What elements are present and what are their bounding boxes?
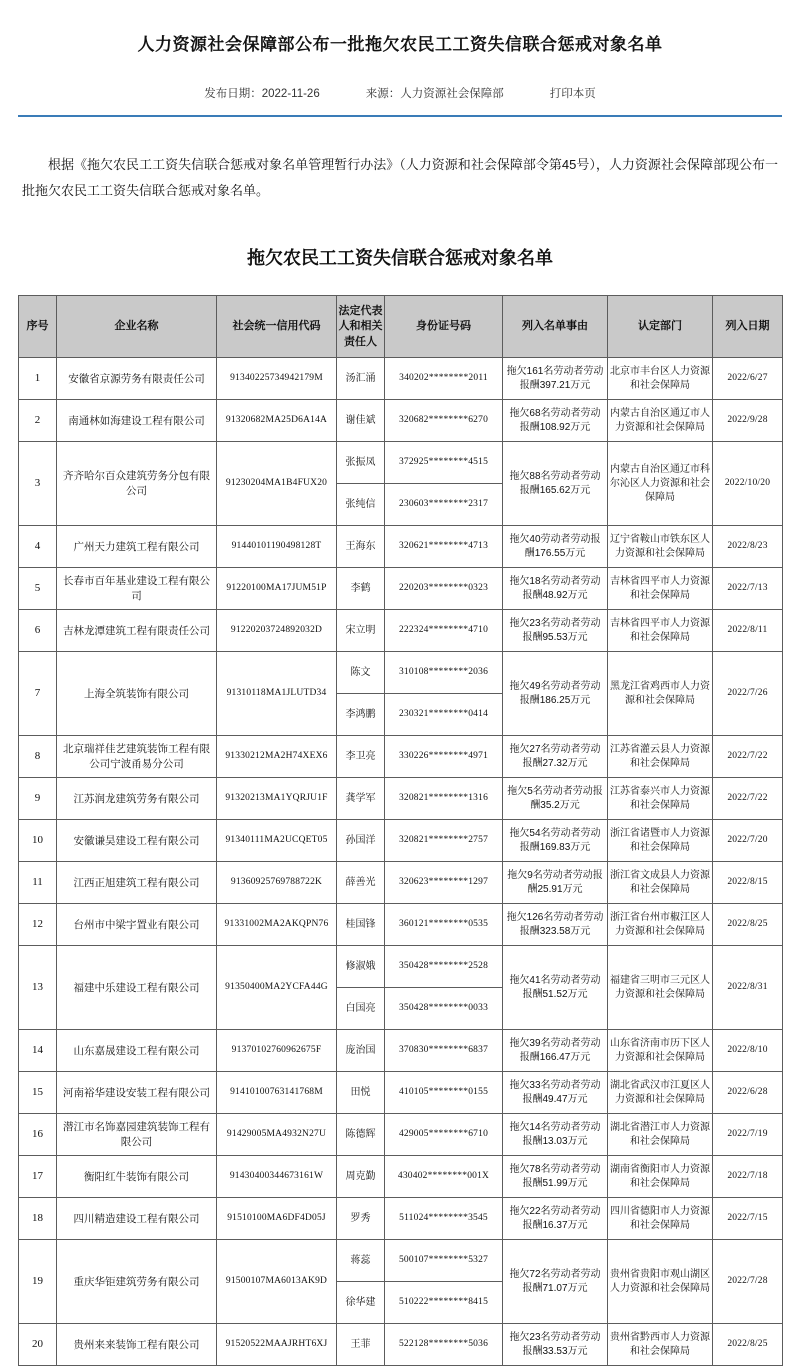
- cell-index: 1: [19, 358, 57, 400]
- table-row: [19, 904, 783, 946]
- cell-reason: 拖欠23名劳动者劳动报酬33.53万元: [503, 1324, 608, 1366]
- cell-index: 15: [19, 1072, 57, 1114]
- cell-id-number: 320682********6270: [385, 400, 503, 442]
- cell-department: 山东省济南市历下区人力资源和社会保障局: [608, 1030, 713, 1072]
- cell-credit-code: 91330212MA2H74XEX6: [217, 736, 337, 778]
- cell-reason: 拖欠68名劳动者劳动报酬108.92万元: [503, 400, 608, 442]
- cell-date: 2022/7/15: [713, 1198, 783, 1240]
- column-header-reason: 列入名单事由: [503, 296, 608, 358]
- cell-company: 安徽省京源劳务有限责任公司: [57, 358, 217, 400]
- table-row: [19, 442, 783, 484]
- cell-credit-code: 91440101190498128T: [217, 526, 337, 568]
- cell-company: 北京瑞祥佳艺建筑装饰工程有限公司宁波甬易分公司: [57, 736, 217, 778]
- cell-id-number: 360121********0535: [385, 904, 503, 946]
- table-row: [19, 610, 783, 652]
- cell-credit-code: 91340225734942179M: [217, 358, 337, 400]
- cell-credit-code: 91320682MA25D6A14A: [217, 400, 337, 442]
- cell-index: 16: [19, 1114, 57, 1156]
- cell-id-number: 500107********5327: [385, 1240, 503, 1282]
- cell-id-number: 320821********1316: [385, 778, 503, 820]
- document-meta-bar: [18, 69, 782, 101]
- cell-department: 吉林省四平市人力资源和社会保障局: [608, 610, 713, 652]
- table-row: [19, 1030, 783, 1072]
- cell-id-number: 230321********0414: [385, 694, 503, 736]
- cell-date: 2022/7/19: [713, 1114, 783, 1156]
- cell-date: 2022/7/22: [713, 736, 783, 778]
- cell-representative: 周克勤: [337, 1156, 385, 1198]
- table-row: [19, 1240, 783, 1282]
- cell-index: 5: [19, 568, 57, 610]
- cell-id-number: 230603********2317: [385, 484, 503, 526]
- document-page: [0, 11, 800, 1366]
- cell-date: 2022/8/31: [713, 946, 783, 1030]
- table-row: [19, 358, 783, 400]
- cell-index: 18: [19, 1198, 57, 1240]
- cell-department: 北京市丰台区人力资源和社会保障局: [608, 358, 713, 400]
- cell-company: 江苏润龙建筑劳务有限公司: [57, 778, 217, 820]
- table-row: [19, 1072, 783, 1114]
- cell-department: 江苏省泰兴市人力资源和社会保障局: [608, 778, 713, 820]
- cell-department: 吉林省四平市人力资源和社会保障局: [608, 568, 713, 610]
- cell-department: 辽宁省鞍山市铁东区人力资源和社会保障局: [608, 526, 713, 568]
- cell-representative: 徐华建: [337, 1282, 385, 1324]
- cell-reason: 拖欠23名劳动者劳动报酬95.53万元: [503, 610, 608, 652]
- print-page-link[interactable]: 打印本页: [549, 87, 596, 100]
- cell-company: 广州天力建筑工程有限公司: [57, 526, 217, 568]
- cell-representative: 李卫亮: [337, 736, 385, 778]
- cell-credit-code: 91370102760962675F: [217, 1030, 337, 1072]
- cell-id-number: 350428********2528: [385, 946, 503, 988]
- cell-reason: 拖欠72名劳动者劳动报酬71.07万元: [503, 1240, 608, 1324]
- cell-credit-code: 91320213MA1YQRJU1F: [217, 778, 337, 820]
- cell-department: 湖南省衡阳市人力资源和社会保障局: [608, 1156, 713, 1198]
- cell-credit-code: 91220203724892032D: [217, 610, 337, 652]
- cell-department: 江苏省灌云县人力资源和社会保障局: [608, 736, 713, 778]
- cell-reason: 拖欠27名劳动者劳动报酬27.32万元: [503, 736, 608, 778]
- cell-company: 台州市中梁宇置业有限公司: [57, 904, 217, 946]
- cell-id-number: 340202********2011: [385, 358, 503, 400]
- cell-id-number: 310108********2036: [385, 652, 503, 694]
- cell-date: 2022/8/10: [713, 1030, 783, 1072]
- cell-index: 10: [19, 820, 57, 862]
- cell-index: 12: [19, 904, 57, 946]
- cell-representative: 李鹤: [337, 568, 385, 610]
- cell-reason: 拖欠41名劳动者劳动报酬51.52万元: [503, 946, 608, 1030]
- cell-credit-code: 91230204MA1B4FUX20: [217, 442, 337, 526]
- cell-credit-code: 91350400MA2YCFA44G: [217, 946, 337, 1030]
- cell-credit-code: 91520522MAAJRHT6XJ: [217, 1324, 337, 1366]
- table-row: [19, 526, 783, 568]
- cell-index: 4: [19, 526, 57, 568]
- cell-company: 衡阳红牛装饰有限公司: [57, 1156, 217, 1198]
- cell-company: 河南裕华建设安装工程有限公司: [57, 1072, 217, 1114]
- cell-date: 2022/8/25: [713, 1324, 783, 1366]
- cell-representative: 张纯信: [337, 484, 385, 526]
- cell-representative: 王海东: [337, 526, 385, 568]
- table-row: [19, 778, 783, 820]
- cell-department: 贵州省贵阳市观山湖区人力资源和社会保障局: [608, 1240, 713, 1324]
- cell-id-number: 370830********6837: [385, 1030, 503, 1072]
- cell-department: 贵州省黔西市人力资源和社会保障局: [608, 1324, 713, 1366]
- cell-representative: 张振凤: [337, 442, 385, 484]
- cell-reason: 拖欠54名劳动者劳动报酬169.83万元: [503, 820, 608, 862]
- column-header-id-number: 身份证号码: [385, 296, 503, 358]
- cell-reason: 拖欠22名劳动者劳动报酬16.37万元: [503, 1198, 608, 1240]
- cell-company: 潜江市名饰嘉园建筑装饰工程有限公司: [57, 1114, 217, 1156]
- cell-department: 湖北省武汉市江夏区人力资源和社会保障局: [608, 1072, 713, 1114]
- cell-date: 2022/8/15: [713, 862, 783, 904]
- cell-department: 浙江省文成县人力资源和社会保障局: [608, 862, 713, 904]
- table-row: [19, 652, 783, 694]
- table-row: [19, 946, 783, 988]
- cell-representative: 庞治国: [337, 1030, 385, 1072]
- cell-reason: 拖欠49名劳动者劳动报酬186.25万元: [503, 652, 608, 736]
- table-row: [19, 736, 783, 778]
- cell-representative: 汤汇涌: [337, 358, 385, 400]
- cell-reason: 拖欠18名劳动者劳动报酬48.92万元: [503, 568, 608, 610]
- cell-index: 20: [19, 1324, 57, 1366]
- cell-company: 吉林龙潭建筑工程有限责任公司: [57, 610, 217, 652]
- cell-credit-code: 91331002MA2AKQPN76: [217, 904, 337, 946]
- cell-company: 重庆华钜建筑劳务有限公司: [57, 1240, 217, 1324]
- cell-representative: 龚学军: [337, 778, 385, 820]
- cell-department: 内蒙古自治区通辽市人力资源和社会保障局: [608, 400, 713, 442]
- table-body: [19, 358, 783, 1366]
- cell-date: 2022/7/28: [713, 1240, 783, 1324]
- cell-credit-code: 91429005MA4932N27U: [217, 1114, 337, 1156]
- publish-date: 发布日期：2022-11-26: [204, 87, 320, 100]
- column-header-index: 序号: [19, 296, 57, 358]
- cell-representative: 田悦: [337, 1072, 385, 1114]
- table-row: [19, 568, 783, 610]
- cell-representative: 蒋蕊: [337, 1240, 385, 1282]
- cell-representative: 李鸿鹏: [337, 694, 385, 736]
- cell-company: 南通林如海建设工程有限公司: [57, 400, 217, 442]
- cell-department: 内蒙古自治区通辽市科尔沁区人力资源和社会保障局: [608, 442, 713, 526]
- cell-company: 安徽谦昊建设工程有限公司: [57, 820, 217, 862]
- cell-reason: 拖欠9名劳动者劳动报酬25.91万元: [503, 862, 608, 904]
- cell-reason: 拖欠40劳动者劳动报酬176.55万元: [503, 526, 608, 568]
- cell-reason: 拖欠161名劳动者劳动报酬397.21万元: [503, 358, 608, 400]
- header-divider: [18, 115, 782, 117]
- cell-index: 17: [19, 1156, 57, 1198]
- cell-representative: 谢佳斌: [337, 400, 385, 442]
- cell-date: 2022/7/22: [713, 778, 783, 820]
- cell-index: 13: [19, 946, 57, 1030]
- cell-department: 四川省德阳市人力资源和社会保障局: [608, 1198, 713, 1240]
- cell-id-number: 320821********2757: [385, 820, 503, 862]
- cell-date: 2022/7/13: [713, 568, 783, 610]
- blacklist-table: [18, 295, 783, 1366]
- column-header-date: 列入日期: [713, 296, 783, 358]
- column-header-representative: 法定代表人和相关责任人: [337, 296, 385, 358]
- table-row: [19, 1324, 783, 1366]
- intro-paragraph: 根据《拖欠农民工工资失信联合惩戒对象名单管理暂行办法》（人力资源和社会保障部令第45号），人力资源社会保障部现公布一批拖欠农民工工资失信联合惩戒对象名单。: [22, 156, 778, 198]
- cell-id-number: 372925********4515: [385, 442, 503, 484]
- cell-date: 2022/6/27: [713, 358, 783, 400]
- cell-id-number: 320621********4713: [385, 526, 503, 568]
- cell-company: 长春市百年基业建设工程有限公司: [57, 568, 217, 610]
- cell-representative: 宋立明: [337, 610, 385, 652]
- page-title: 人力资源社会保障部公布一批拖欠农民工工资失信联合惩戒对象名单: [137, 35, 663, 55]
- cell-date: 2022/8/23: [713, 526, 783, 568]
- cell-date: 2022/8/11: [713, 610, 783, 652]
- cell-index: 9: [19, 778, 57, 820]
- cell-credit-code: 91340111MA2UCQET05: [217, 820, 337, 862]
- cell-id-number: 220203********0323: [385, 568, 503, 610]
- cell-id-number: 330226********4971: [385, 736, 503, 778]
- cell-company: 四川精造建设工程有限公司: [57, 1198, 217, 1240]
- cell-company: 贵州来来装饰工程有限公司: [57, 1324, 217, 1366]
- cell-id-number: 320623********1297: [385, 862, 503, 904]
- cell-index: 3: [19, 442, 57, 526]
- cell-reason: 拖欠126名劳动者劳动报酬323.58万元: [503, 904, 608, 946]
- table-row: [19, 1198, 783, 1240]
- cell-index: 11: [19, 862, 57, 904]
- cell-representative: 白国亮: [337, 988, 385, 1030]
- cell-reason: 拖欠14名劳动者劳动报酬13.03万元: [503, 1114, 608, 1156]
- cell-credit-code: 91410100763141768M: [217, 1072, 337, 1114]
- cell-representative: 罗秀: [337, 1198, 385, 1240]
- cell-id-number: 429005********6710: [385, 1114, 503, 1156]
- cell-id-number: 511024********3545: [385, 1198, 503, 1240]
- table-header-row: [19, 296, 783, 358]
- table-row: [19, 1114, 783, 1156]
- cell-index: 2: [19, 400, 57, 442]
- table-row: [19, 820, 783, 862]
- cell-reason: 拖欠78名劳动者劳动报酬51.99万元: [503, 1156, 608, 1198]
- table-title: 拖欠农民工工资失信联合惩戒对象名单: [247, 248, 553, 269]
- cell-representative: 陈文: [337, 652, 385, 694]
- cell-company: 山东嘉晟建设工程有限公司: [57, 1030, 217, 1072]
- cell-department: 浙江省台州市椒江区人力资源和社会保障局: [608, 904, 713, 946]
- cell-date: 2022/8/25: [713, 904, 783, 946]
- cell-id-number: 350428********0033: [385, 988, 503, 1030]
- cell-representative: 桂国锋: [337, 904, 385, 946]
- cell-credit-code: 91360925769788722K: [217, 862, 337, 904]
- column-header-department: 认定部门: [608, 296, 713, 358]
- cell-credit-code: 91430400344673161W: [217, 1156, 337, 1198]
- cell-id-number: 522128********5036: [385, 1324, 503, 1366]
- cell-id-number: 410105********0155: [385, 1072, 503, 1114]
- cell-company: 上海全筑装饰有限公司: [57, 652, 217, 736]
- cell-index: 19: [19, 1240, 57, 1324]
- column-header-credit-code: 社会统一信用代码: [217, 296, 337, 358]
- cell-department: 浙江省诸暨市人力资源和社会保障局: [608, 820, 713, 862]
- cell-date: 2022/6/28: [713, 1072, 783, 1114]
- cell-reason: 拖欠39名劳动者劳动报酬166.47万元: [503, 1030, 608, 1072]
- cell-credit-code: 91220100MA17JUM51P: [217, 568, 337, 610]
- cell-id-number: 510222********8415: [385, 1282, 503, 1324]
- cell-credit-code: 91500107MA6013AK9D: [217, 1240, 337, 1324]
- cell-department: 湖北省潜江市人力资源和社会保障局: [608, 1114, 713, 1156]
- cell-department: 黑龙江省鸡西市人力资源和社会保障局: [608, 652, 713, 736]
- cell-representative: 孙国洋: [337, 820, 385, 862]
- cell-representative: 王菲: [337, 1324, 385, 1366]
- cell-id-number: 430402********001X: [385, 1156, 503, 1198]
- cell-index: 8: [19, 736, 57, 778]
- cell-company: 江西正旭建筑工程有限公司: [57, 862, 217, 904]
- cell-index: 7: [19, 652, 57, 736]
- cell-credit-code: 91310118MA1JLUTD34: [217, 652, 337, 736]
- cell-reason: 拖欠33名劳动者劳动报酬49.47万元: [503, 1072, 608, 1114]
- table-header: [19, 296, 783, 358]
- cell-credit-code: 91510100MA6DF4D05J: [217, 1198, 337, 1240]
- cell-reason: 拖欠5名劳动者劳动报酬35.2万元: [503, 778, 608, 820]
- cell-representative: 陈德辉: [337, 1114, 385, 1156]
- cell-reason: 拖欠88名劳动者劳动报酬165.62万元: [503, 442, 608, 526]
- table-row: [19, 400, 783, 442]
- cell-date: 2022/9/28: [713, 400, 783, 442]
- cell-index: 14: [19, 1030, 57, 1072]
- cell-date: 2022/7/26: [713, 652, 783, 736]
- source-label: 来源：人力资源社会保障部: [365, 87, 504, 100]
- cell-date: 2022/7/18: [713, 1156, 783, 1198]
- cell-company: 齐齐哈尔百众建筑劳务分包有限公司: [57, 442, 217, 526]
- cell-id-number: 222324********4710: [385, 610, 503, 652]
- cell-representative: 薛善光: [337, 862, 385, 904]
- cell-company: 福建中乐建设工程有限公司: [57, 946, 217, 1030]
- column-header-company: 企业名称: [57, 296, 217, 358]
- cell-index: 6: [19, 610, 57, 652]
- cell-date: 2022/7/20: [713, 820, 783, 862]
- cell-department: 福建省三明市三元区人力资源和社会保障局: [608, 946, 713, 1030]
- cell-date: 2022/10/20: [713, 442, 783, 526]
- table-row: [19, 862, 783, 904]
- cell-representative: 修淑娥: [337, 946, 385, 988]
